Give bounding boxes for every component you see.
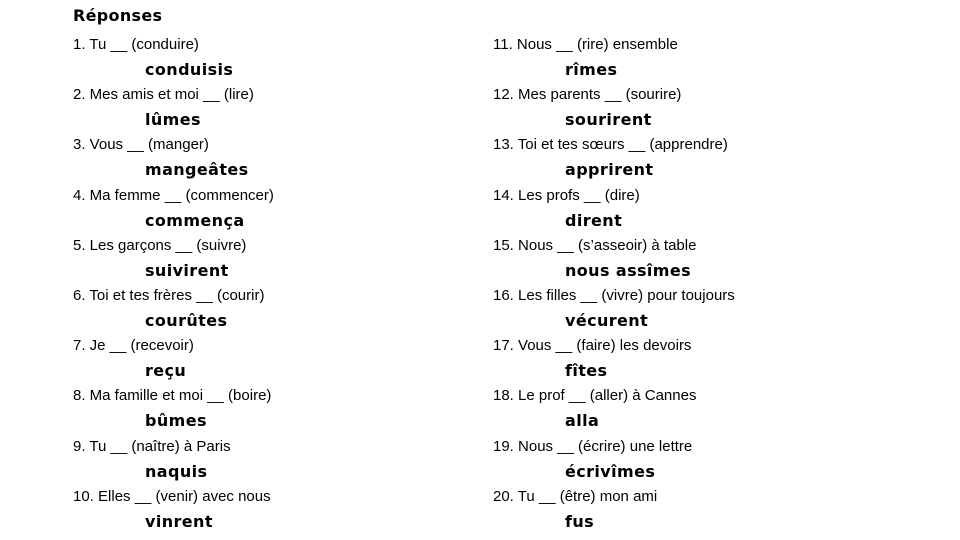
question-text: 6. Toi et tes frères __ (courir) bbox=[73, 286, 265, 304]
answer-text: commença bbox=[145, 210, 245, 230]
question-text: 2. Mes amis et moi __ (lire) bbox=[73, 86, 254, 104]
answer-text: sourirent bbox=[565, 110, 652, 130]
answer-text: apprirent bbox=[565, 160, 654, 180]
answer-text: lûmes bbox=[145, 110, 201, 130]
answer-text: reçu bbox=[145, 361, 187, 381]
answer-text: nous assîmes bbox=[565, 260, 692, 280]
question-text: 15. Nous __ (s’asseoir) à table bbox=[493, 236, 697, 254]
question-text: 12. Mes parents __ (sourire) bbox=[493, 86, 682, 104]
question-text: 9. Tu __ (naître) à Paris bbox=[73, 437, 231, 455]
question-text: 3. Vous __ (manger) bbox=[73, 136, 209, 154]
answer-text: courûtes bbox=[145, 310, 228, 330]
answer-text: suivirent bbox=[145, 260, 229, 280]
answer-text: alla bbox=[565, 411, 600, 431]
answer-text: conduisis bbox=[145, 60, 234, 79]
answer-text: bûmes bbox=[145, 411, 207, 431]
answer-text: mangeâtes bbox=[145, 160, 249, 180]
page-title: Réponses bbox=[73, 6, 163, 25]
question-text: 16. Les filles __ (vivre) pour toujours bbox=[493, 286, 735, 304]
question-text: 5. Les garçons __ (suivre) bbox=[73, 236, 247, 254]
question-text: 18. Le prof __ (aller) à Cannes bbox=[493, 387, 697, 405]
question-text: 17. Vous __ (faire) les devoirs bbox=[493, 337, 692, 355]
question-text: 13. Toi et tes sœurs __ (apprendre) bbox=[493, 136, 728, 154]
answer-text: écrivîmes bbox=[565, 461, 656, 481]
answer-text: vinrent bbox=[145, 511, 213, 531]
question-text: 11. Nous __ (rire) ensemble bbox=[493, 36, 678, 53]
answer-text: vécurent bbox=[565, 310, 649, 330]
question-text: 7. Je __ (recevoir) bbox=[73, 337, 194, 355]
question-text: 8. Ma famille et moi __ (boire) bbox=[73, 387, 272, 405]
answer-text: rîmes bbox=[565, 60, 618, 79]
answer-text: fîtes bbox=[565, 361, 608, 381]
question-text: 10. Elles __ (venir) avec nous bbox=[73, 487, 271, 505]
question-text: 19. Nous __ (écrire) une lettre bbox=[493, 437, 693, 455]
answer-text: naquis bbox=[145, 461, 208, 481]
question-text: 14. Les profs __ (dire) bbox=[493, 186, 640, 204]
question-text: 20. Tu __ (être) mon ami bbox=[493, 487, 658, 505]
question-text: 1. Tu __ (conduire) bbox=[73, 36, 199, 53]
answer-text: fus bbox=[565, 511, 595, 531]
answer-text: dirent bbox=[565, 210, 623, 230]
question-text: 4. Ma femme __ (commencer) bbox=[73, 186, 274, 204]
